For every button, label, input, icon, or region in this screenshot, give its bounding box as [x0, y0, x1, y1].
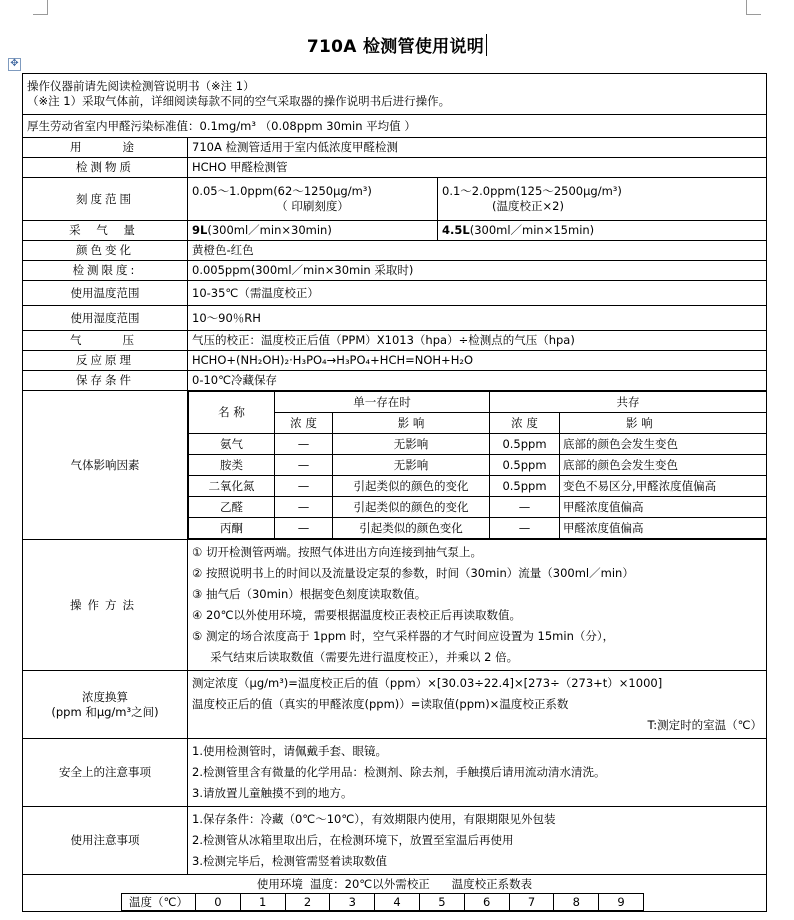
header-name: 名 称: [189, 392, 275, 434]
intro-cell: [23, 74, 767, 115]
temp-value: 7: [509, 894, 554, 911]
title-text: 710A 检测管使用说明: [306, 37, 485, 57]
table-row: [189, 455, 767, 476]
operation-step: ① 切开检测管两端。按照气体进出方向连接到抽气泵上。: [192, 545, 482, 559]
usage-note-item: 2.检测管从冰箱里取出后，在检测环境下，放置至室温后再使用: [192, 833, 514, 847]
temp-table-caption: 使用环境 温度：20℃以外需校正 温度校正系数表: [256, 877, 533, 891]
temp-value: 3: [330, 894, 375, 911]
conversion-cell: [188, 671, 767, 739]
conversion-label-cell: [23, 671, 188, 739]
single-conc: —: [275, 497, 333, 518]
gas-name: 氨气: [189, 434, 275, 455]
temp-header-row: [122, 894, 644, 911]
gas-name: 二氧化氮: [189, 476, 275, 497]
operation-step: ⑤ 测定的场合浓度高于 1ppm 时，空气采样器的才气时间应设置为 15min（分），: [192, 629, 615, 643]
page-corner-mark-left: [33, 0, 48, 15]
limit-value: 0.005ppm(300ml／min×30min 采取时): [188, 261, 767, 281]
color-row: [23, 241, 767, 261]
scale-right-note: (温度校正×2): [492, 199, 564, 213]
table-row: [189, 518, 767, 539]
safety-label: 安全上的注意事项: [23, 739, 188, 807]
scale-row: [23, 178, 767, 221]
scale-left-note: （ 印刷刻度）: [276, 199, 349, 213]
co-conc: 0.5ppm: [490, 434, 560, 455]
operation-step: 采气结束后读取数值（需要先进行温度校正），并乘以 2 倍。: [192, 650, 519, 664]
temp-row-label: 温度（℃）: [122, 894, 196, 911]
conversion-note: T:测定时的室温（℃）: [647, 718, 763, 732]
scale-left-range: 0.05～1.0ppm(62～1250μg/m³): [192, 184, 372, 198]
gas-volume-left-detail: (300ml／min×30min): [207, 223, 332, 237]
limit-row: [23, 261, 767, 281]
temp-value: 9: [599, 894, 644, 911]
operation-label: 操作方法: [23, 540, 188, 671]
gas-name: 胺类: [189, 455, 275, 476]
storage-value: 0-10℃冷藏保存: [188, 371, 767, 391]
standard-row: [23, 115, 767, 138]
safety-item: 3.请放置儿童触摸不到的地方。: [192, 786, 353, 800]
temp-table-row: [23, 875, 767, 912]
table-move-handle-icon[interactable]: ✥: [8, 58, 21, 71]
co-conc: —: [490, 497, 560, 518]
substance-value: HCHO 甲醛检测管: [188, 158, 767, 178]
single-conc: —: [275, 476, 333, 497]
safety-item: 2.检测管里含有微量的化学用品：检测剂、除去剂，手触摸后请用流动清水清洗。: [192, 765, 606, 779]
single-conc: —: [275, 518, 333, 539]
humidity-range-row: [23, 306, 767, 331]
instruction-table: [22, 73, 767, 912]
operation-step: ④ 20℃以外使用环境，需要根据温度校正表校正后再读取数值。: [192, 608, 522, 622]
scale-right-range: 0.1～2.0ppm(125～2500μg/m³): [442, 184, 622, 198]
usage-notes-label: 使用注意事项: [23, 807, 188, 875]
usage-note-item: 1.保存条件：冷藏（0℃～10℃），有效期限内使用，有限期限见外包装: [192, 812, 556, 826]
substance-label: 检测物质: [23, 158, 188, 178]
temp-range-row: [23, 281, 767, 306]
interference-header-row: [189, 392, 767, 413]
gas-name: 乙醛: [189, 497, 275, 518]
conversion-label: 浓度换算: [82, 689, 128, 704]
usage-value: 710A 检测管适用于室内低浓度甲醛检测: [188, 138, 767, 158]
operation-row: [23, 540, 767, 671]
usage-label: 用 途: [23, 138, 188, 158]
gas-volume-row: [23, 221, 767, 241]
conversion-formula-2: 温度校正后的值（真实的甲醛浓度(ppm)）=读取值(ppm)×温度校正系数: [192, 697, 569, 711]
scale-left-cell: [188, 178, 438, 221]
reaction-value: HCHO+(NH₂OH)₂·H₃PO₄→H₃PO₄+HCH=NOH+H₂O: [188, 351, 767, 371]
usage-note-item: 3.检测完毕后，检测管需竖着读取数值: [192, 854, 387, 868]
gas-volume-label: 采 气 量: [23, 221, 188, 241]
humidity-range-value: 10～90％RH: [188, 306, 767, 331]
text-cursor: [486, 34, 487, 56]
header-single-effect: 影 响: [333, 413, 490, 434]
pressure-value: 气压的校正：温度校正后值（PPM）X1013（hpa）÷检测点的气压（hpa): [188, 331, 767, 351]
co-effect: 底部的颜色会发生变色: [560, 434, 767, 455]
standard-cell: [23, 115, 767, 138]
temp-range-value: 10-35℃（需温度校正）: [188, 281, 767, 306]
temp-range-label: 使用温度范围: [23, 281, 188, 306]
storage-row: [23, 371, 767, 391]
temp-value: 0: [196, 894, 241, 911]
standard-text: 厚生劳动省室内甲醛污染标准值：0.1mg/m³ （0.08ppm 30min 平均值 ）: [27, 118, 416, 133]
header-co-conc: 浓 度: [490, 413, 560, 434]
humidity-range-label: 使用湿度范围: [23, 306, 188, 331]
usage-notes-row: [23, 807, 767, 875]
single-conc: —: [275, 434, 333, 455]
storage-label: 保存条件: [23, 371, 188, 391]
reaction-row: [23, 351, 767, 371]
temp-correction-table: [121, 893, 644, 911]
co-conc: —: [490, 518, 560, 539]
interference-subheader-row: [189, 413, 767, 434]
conversion-row: [23, 671, 767, 739]
operation-step: ② 按照说明书上的时间以及流量设定泵的参数，时间（30min）流量（300ml／min）: [192, 566, 634, 580]
operation-step: ③ 抽气后（30min）根据变色刻度读取数值。: [192, 587, 427, 601]
gas-volume-left: [188, 221, 438, 241]
gas-volume-right: [438, 221, 767, 241]
table-row: [189, 476, 767, 497]
conversion-sublabel: (ppm 和μg/m³之间): [51, 704, 159, 719]
single-effect: 引起类似的颜色变化: [333, 518, 490, 539]
color-value: 黄橙色-红色: [188, 241, 767, 261]
header-single: 单一存在时: [275, 392, 490, 413]
co-effect: 甲醛浓度值偏高: [560, 497, 767, 518]
temp-value: 6: [464, 894, 509, 911]
pressure-label: 气 压: [23, 331, 188, 351]
interference-label: 气体影响因素: [23, 391, 188, 540]
color-label: 颜色变化: [23, 241, 188, 261]
interference-row: [23, 391, 767, 540]
interference-table: [188, 391, 767, 539]
temp-table-cell: [23, 875, 767, 912]
co-effect: 底部的颜色会发生变色: [560, 455, 767, 476]
gas-name: 丙酮: [189, 518, 275, 539]
interference-cell: [188, 391, 767, 540]
reaction-label: 反应原理: [23, 351, 188, 371]
table-row: [189, 497, 767, 518]
safety-cell: [188, 739, 767, 807]
co-effect: 变色不易区分,甲醛浓度值偏高: [560, 476, 767, 497]
header-single-conc: 浓 度: [275, 413, 333, 434]
single-conc: —: [275, 455, 333, 476]
scale-label: 刻度范围: [23, 178, 188, 221]
usage-row: [23, 138, 767, 158]
safety-row: [23, 739, 767, 807]
page-corner-mark-right: [746, 0, 761, 15]
pressure-row: [23, 331, 767, 351]
substance-row: [23, 158, 767, 178]
co-conc: 0.5ppm: [490, 476, 560, 497]
document-title: [0, 32, 794, 57]
usage-notes-cell: [188, 807, 767, 875]
table-row: [189, 434, 767, 455]
single-effect: 无影响: [333, 434, 490, 455]
gas-volume-right-amount: 4.5L: [442, 223, 470, 237]
temp-table-wrap: [23, 893, 766, 911]
temp-value: 5: [419, 894, 464, 911]
conversion-formula-1: 测定浓度（μg/m³)=温度校正后的值（ppm）×[30.03÷22.4]×[273÷（273+t）×1000]: [192, 676, 663, 690]
header-co-effect: 影 响: [560, 413, 767, 434]
scale-right-cell: [438, 178, 767, 221]
intro-row: [23, 74, 767, 115]
intro-line-2: （※注 1）采取气体前，详细阅读每款不同的空气采取器的操作说明书后进行操作。: [27, 94, 451, 108]
gas-volume-right-detail: (300ml／min×15min): [469, 223, 595, 237]
header-coexist: 共存: [490, 392, 767, 413]
temp-value: 2: [285, 894, 330, 911]
operation-steps: [188, 540, 767, 671]
temp-value: 8: [554, 894, 599, 911]
single-effect: 引起类似的颜色的变化: [333, 497, 490, 518]
single-effect: 引起类似的颜色的变化: [333, 476, 490, 497]
gas-volume-left-amount: 9L: [192, 223, 208, 237]
single-effect: 无影响: [333, 455, 490, 476]
intro-line-1: 操作仪器前请先阅读检测管说明书（※注 1）: [27, 79, 255, 93]
co-conc: 0.5ppm: [490, 455, 560, 476]
safety-item: 1.使用检测管时，请佩戴手套、眼镜。: [192, 744, 387, 758]
limit-label: 检测限度:: [23, 261, 188, 281]
co-effect: 甲醛浓度值偏高: [560, 518, 767, 539]
temp-value: 4: [375, 894, 420, 911]
temp-value: 1: [240, 894, 285, 911]
